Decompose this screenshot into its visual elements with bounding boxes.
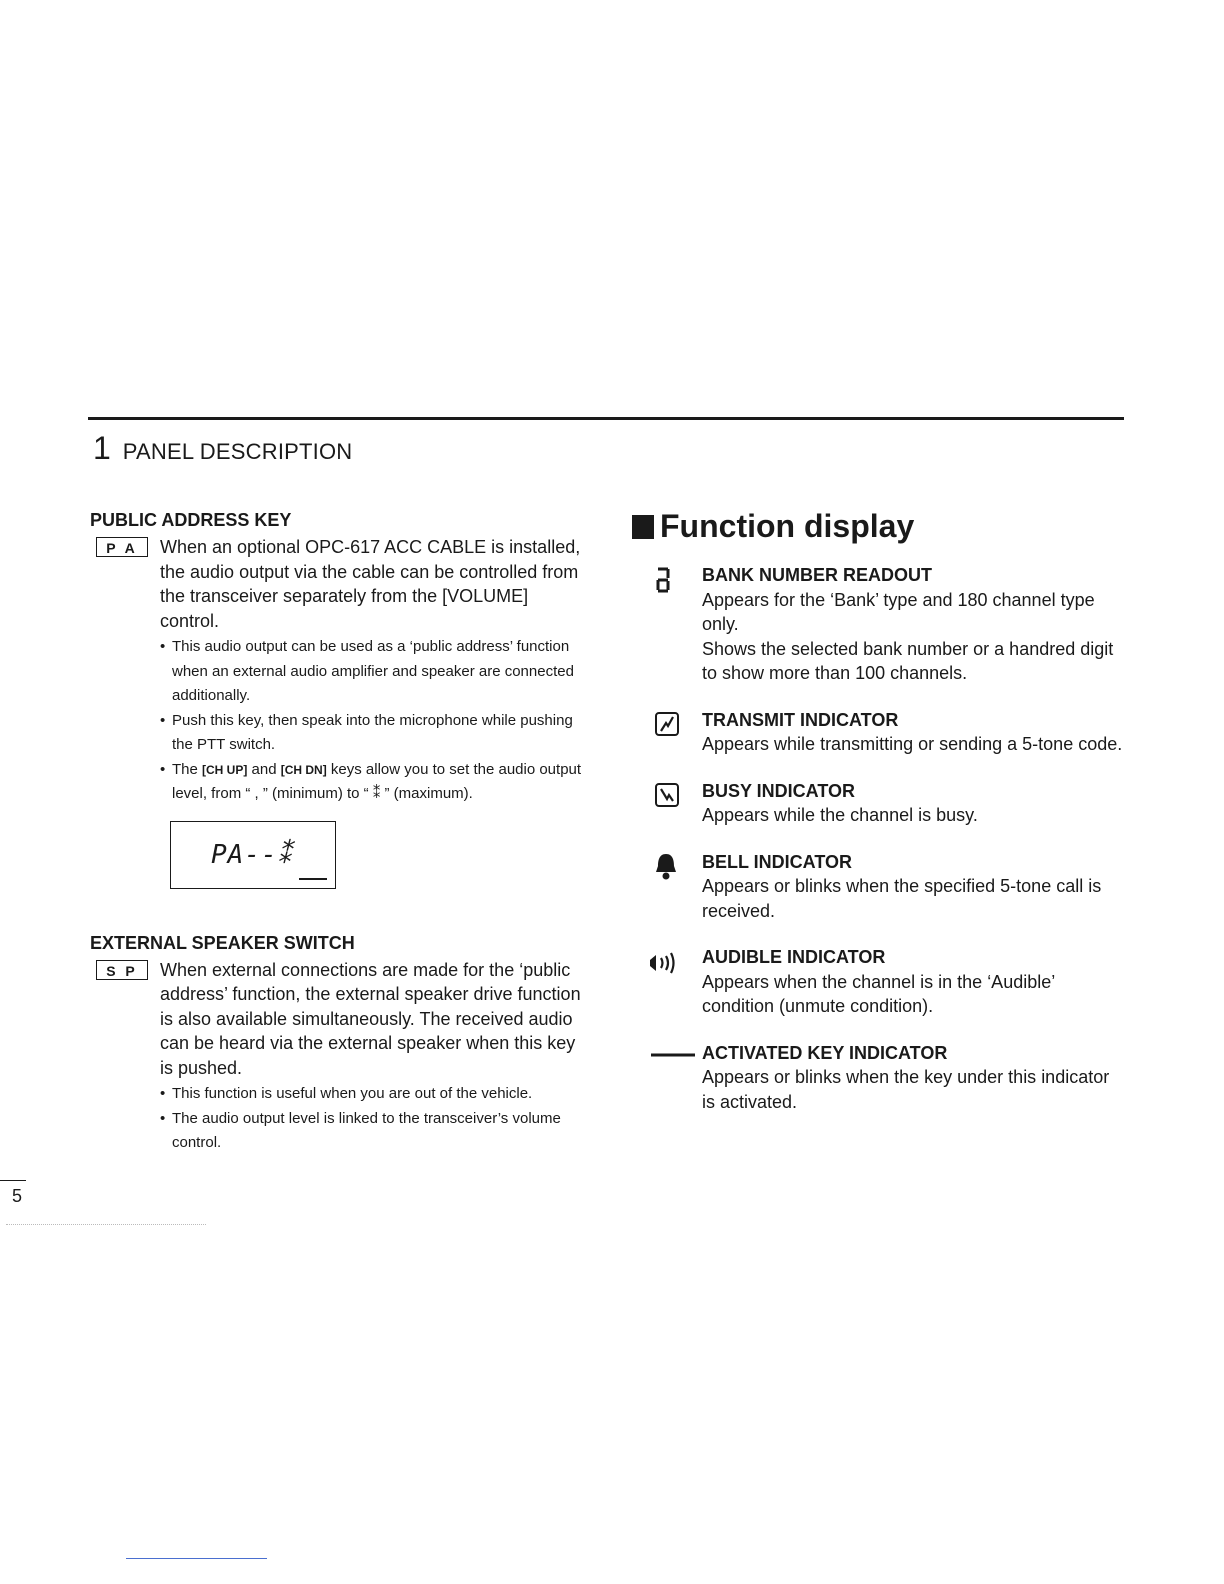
- activated-key-indicator: [632, 1041, 1127, 1115]
- busy-indicator: [632, 779, 1127, 828]
- bell-indicator: [632, 850, 1127, 924]
- page-rule: [0, 1180, 26, 1181]
- transmit-text: Appears while transmitting or sending a 5-tone code.: [702, 734, 1123, 754]
- bank-number-readout: [632, 563, 1127, 686]
- bell-icon: [646, 852, 686, 882]
- lcd-display-example: [170, 821, 336, 889]
- audible-text: Appears when the channel is in the ‘Audible’ condition (unmute condition).: [702, 971, 1055, 1016]
- pa-line-2: the audio output via the cable can be controlled from: [160, 561, 579, 582]
- bank-text-2: Shows the selected bank number or a handred digit to show more than 100 channels.: [702, 638, 1114, 683]
- footer-blue-line: [126, 1558, 267, 1559]
- left-column: [90, 510, 590, 1156]
- section-title: PANEL DESCRIPTION: [122, 439, 353, 464]
- pa-key-icon: P A: [96, 537, 148, 557]
- public-address-heading: PUBLIC ADDRESS KEY: [90, 510, 292, 530]
- busy-text: Appears while the channel is busy.: [702, 805, 978, 825]
- section-header: [93, 430, 352, 467]
- speaker-icon: [646, 947, 686, 977]
- bank-text: Appears for the ‘Bank’ type and 180 channel type only.: [702, 589, 1095, 634]
- function-display-title: Function display: [660, 508, 915, 544]
- busy-title: BUSY INDICATOR: [702, 780, 856, 801]
- external-speaker-block: [90, 933, 590, 1156]
- transmit-icon: [646, 710, 686, 740]
- sp-bullets: [160, 1082, 590, 1156]
- pa-line-3: the transceiver separately from the [VOLUME] control.: [160, 586, 529, 631]
- page-number: 5: [12, 1186, 23, 1206]
- right-column: [632, 508, 1127, 1136]
- activated-key-text: Appears or blinks when the key under this indicator is activated.: [702, 1067, 1110, 1112]
- external-speaker-description: [90, 958, 590, 1081]
- pa-bullet-3-and: and: [247, 760, 281, 778]
- audible-title: AUDIBLE INDICATOR: [702, 947, 886, 967]
- ch-up-key: [CH UP]: [202, 762, 248, 777]
- pa-bullets: [160, 635, 590, 807]
- bank-digit-icon: [646, 565, 686, 595]
- sp-bullet-2: • The audio output level is linked to the transceiver’s volume control.: [160, 1107, 590, 1156]
- top-rule: [88, 417, 1124, 420]
- pa-bullet-2: • Push this key, then speak into the microphone while pushing the PTT switch.: [160, 709, 590, 758]
- pa-bullet-3-suffix: keys allow you to set the audio output level, from “ , ” (minimum) to “ ⁑ ” (maximum).: [172, 760, 582, 802]
- bank-title: BANK NUMBER READOUT: [702, 565, 932, 585]
- public-address-description: [90, 535, 590, 633]
- square-bullet-icon: [632, 515, 654, 539]
- audible-indicator: [632, 945, 1127, 1019]
- sp-key-icon: S P: [96, 960, 148, 980]
- bell-text: Appears or blinks when the specified 5-tone call is received.: [702, 876, 1102, 921]
- lcd-text: PA--⁑: [211, 839, 292, 870]
- ch-dn-key: [CH DN]: [280, 762, 327, 777]
- sp-bullet-1: • This function is useful when you are out of the vehicle.: [160, 1082, 590, 1107]
- pa-line-1: When an optional OPC-617 ACC CABLE is installed,: [160, 537, 581, 557]
- pa-bullet-3-prefix: The: [172, 760, 203, 778]
- external-speaker-heading: EXTERNAL SPEAKER SWITCH: [90, 932, 355, 953]
- busy-icon: [646, 781, 686, 811]
- transmit-indicator: [632, 708, 1127, 757]
- transmit-title: TRANSMIT INDICATOR: [702, 709, 899, 730]
- dash-icon: [646, 1043, 696, 1073]
- section-number: 1: [93, 430, 111, 466]
- footer-dotted-line: [6, 1224, 206, 1225]
- sp-text: When external connections are made for the ‘public address’ function, the external speaker drive function is also available simultaneously. The received audio can be heard via the external speaker when this key is pushed.: [160, 959, 581, 1078]
- public-address-block: [90, 510, 590, 889]
- activated-key-title: ACTIVATED KEY INDICATOR: [702, 1042, 948, 1063]
- lcd-underline-icon: [299, 878, 327, 880]
- pa-bullet-3: [160, 758, 590, 807]
- pa-bullet-1: • This audio output can be used as a ‘public address’ function when an external audio amplifier and speaker are connected additionally.: [160, 635, 590, 709]
- function-display-heading: [632, 508, 1127, 545]
- bell-title: BELL INDICATOR: [702, 851, 853, 872]
